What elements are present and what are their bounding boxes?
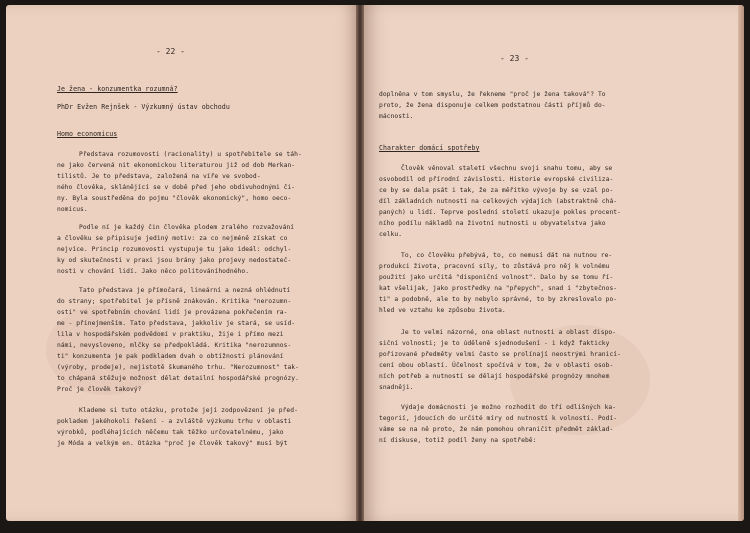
text-line: tilistů. Je to představa, založená na víře ve svobod- — [57, 173, 261, 180]
text-line: Výdaje domácnosti je možno rozhodit do tří odlišných ka- — [401, 404, 617, 411]
text-line: osti" ve spotřebním chování lidí je provázena pokřečením ra- — [57, 309, 288, 316]
right-page — [360, 5, 744, 521]
text-line: ny. Byla soustředěna do pojmu "člověk ekonomický", homo oeco- — [57, 195, 292, 202]
text-line: snadněji. — [379, 384, 414, 391]
section-heading: Charakter domácí spotřeby — [379, 144, 480, 152]
page-number: - 22 - — [156, 47, 185, 56]
text-line: ních potřeb a nutností se dělají hospodářské prognózy mnohem — [379, 373, 610, 380]
article-author: PhDr Evžen Rejnšek - Výzkumný ústav obchodu — [57, 103, 230, 111]
text-line: a člověku se připisuje jediný motiv: za co nejméně získat co — [57, 235, 288, 242]
text-line: díl základních nutností na celkových výdajích (abstraktně chá- — [379, 198, 618, 205]
text-line: ne jako červená nit ekonomickou literaturou již od dob Merkan- — [57, 162, 296, 169]
text-line: tegorií, jdoucích do určité míry od nutností k volnosti. Podí- — [379, 415, 618, 422]
book-gutter — [356, 5, 364, 521]
text-line: ného člověka, sklánějící se v době před jeho obdivuhodnými či- — [57, 184, 296, 191]
text-line: výrobků, podléhajících něčemu tak těžko určovatelnému, jako — [57, 429, 284, 436]
text-line: do strany; spotřebitel je přísně znákován. Kritika "nerozumn- — [57, 298, 292, 305]
text-line: nomicus. — [57, 206, 88, 213]
text-line: váme se na ně proto, že nám pomohou ohraničit předmět základ- — [379, 426, 614, 433]
text-line: nejvíce. Princip rozumovosti vystupuje tu jako ideál: odchyl- — [57, 246, 292, 253]
page-number: - 23 - — [500, 54, 529, 63]
text-line: pokladem jakéhokoli řešení - a zvláště výzkumu trhu v oblasti — [57, 418, 292, 425]
text-line: Podle ní je každý čin člověka plodem zralého rozvažování — [79, 224, 295, 231]
text-line: produkci života, pracovní síly, to zůstává pro něj k volnému — [379, 263, 610, 270]
text-line: Člověk věnoval staletí všechnu svoji snahu tomu, aby se — [401, 165, 613, 172]
text-line: mácnosti. — [379, 113, 414, 120]
text-line: Tato představa je přímočará, lineární a nezná ohlédnutí — [79, 287, 291, 294]
text-line: použití jako určitá "disponiční volnost". Dalo by se tomu ří- — [379, 274, 614, 281]
text-line: ní diskuse, totiž podíl ženy na spotřebě: — [379, 437, 537, 444]
text-line: Proč je člověk takový? — [57, 386, 142, 393]
text-line: je Móda a velkým en. Otázka "proč je člověk takový" musí být — [57, 440, 288, 447]
text-line: nosti v chování lidí. Jako něco politováníhodného. — [57, 268, 250, 275]
text-line: paných) u lidí. Teprve poslední století ukazuje pokles procent- — [379, 209, 621, 216]
text-line: kat všelijak, jako prostředky na "přepych", snad i "zbytečnos- — [379, 285, 618, 292]
text-line: me - přinejmenším. Tato představa, jakkoliv je stará, se usíd- — [57, 320, 296, 327]
section-heading: Homo economicus — [57, 130, 118, 138]
text-line: (výroby, prodeje), nejistotě škumaného trhu. "Nerozumnost" tak- — [57, 364, 299, 371]
page-edge — [738, 5, 744, 521]
text-line: Je to velmi názorné, ona oblast nutnosti a oblast dispo- — [401, 329, 617, 336]
text-line: proto, že žena disponuje celkem podstatnou částí příjmů do- — [379, 102, 606, 109]
left-page — [6, 5, 360, 521]
text-line: lila v hospodářském podvědomí v praktiku, žije i přímo mezi — [57, 331, 284, 338]
text-line: cení obou oblastí. Účelnost spočívá v tom, že v oblasti osob- — [379, 362, 614, 369]
text-line: pořizované předměty velmi často se prolínají neostrými hranicí- — [379, 351, 621, 358]
text-line: Klademe si tuto otázku, protože její zodpovězení je před- — [79, 407, 298, 414]
text-line: hled ve vztahu ke způsobu života. — [379, 307, 506, 314]
text-line: ního podílu nákladů na životní nutnosti u obyvatelstva jako — [379, 220, 606, 227]
text-line: To, co člověku přebývá, to, co nemusí dát na nutnou re- — [401, 252, 613, 259]
text-line: ti" konzumenta je pak podkladem dvah o obtížnosti plánování — [57, 353, 284, 360]
text-line: doplněna v tom smyslu, že řekneme "proč je žena taková"? To — [379, 91, 606, 98]
text-line: ce by se dala psát i tak, že za měřítko vývoje by se vzal po- — [379, 187, 614, 194]
text-line: to chápaná stěžuje možnost dělat detailní hospodářské prognózy. — [57, 375, 299, 382]
text-line: ti" a podobně, ale to by nebylo správné, to by zkreslovalo po- — [379, 296, 618, 303]
text-line: celku. — [379, 231, 403, 238]
book-spread — [6, 5, 744, 527]
text-line: siční volnosti; je to úděleně sjednodušení - i když fakticky — [379, 340, 610, 347]
text-line: osvobodil od přírodní závislosti. Historie evropské civiliza- — [379, 176, 614, 183]
text-line: Představa rozumovosti (racionality) u spotřebitele se táh- — [79, 151, 302, 158]
article-title: Je žena - konzumentka rozumná? — [57, 85, 178, 93]
text-line: ky od skutečnosti v praxi jsou brány jako projevy nedostateč- — [57, 257, 292, 264]
text-line: námi, nevysloveno, mlčky se předpokládá. Kritika "nerozumnos- — [57, 342, 292, 349]
